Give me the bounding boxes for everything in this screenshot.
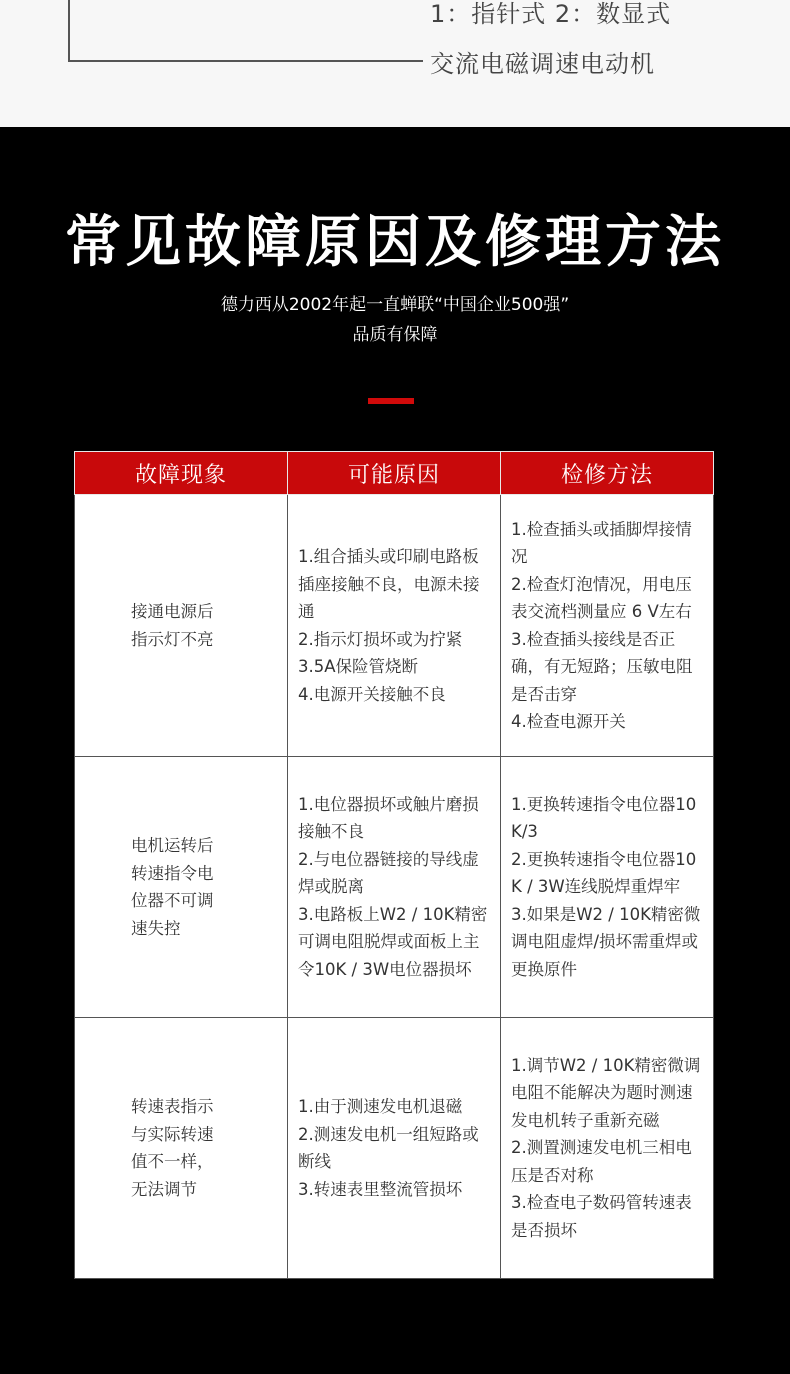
table-row	[75, 757, 714, 1018]
symptom-cell: 转速表指示 与实际转速 值不一样， 无法调节	[75, 1018, 288, 1279]
fault-table	[74, 451, 714, 1279]
section-subtitle-2: 品质有保障	[352, 325, 438, 345]
table-row	[75, 1018, 714, 1279]
header-cause: 可能原因	[288, 452, 501, 495]
red-divider	[368, 398, 414, 404]
cause-cell: 1.组合插头或印刷电路板插座接触不良，电源未接通 2.指示灯损坏或为拧紧 3.5A保险管烧断 4.电源开关接触不良	[288, 495, 501, 757]
method-cell: 1.检查插头或插脚焊接情况 2.检查灯泡情况，用电压表交流档测量应 6 V左右 3.检查插头接线是否正确，有无短路；压敏电阻是否击穿 4.检查电源开关	[501, 495, 714, 757]
table-row	[75, 495, 714, 757]
product-type-text: 1：指针式 2：数显式	[430, 0, 672, 28]
cause-cell: 1.电位器损坏或触片磨损接触不良 2.与电位器链接的导线虚焊或脱离 3.电路板上W2 / 10K精密可调电阻脱焊或面板上主令10K / 3W电位器损坏	[288, 757, 501, 1018]
symptom-cell: 接通电源后 指示灯不亮	[75, 495, 288, 757]
table-header-row	[75, 452, 714, 495]
symptom-cell: 电机运转后 转速指令电 位器不可调 速失控	[75, 757, 288, 1018]
top-banner	[0, 0, 790, 127]
section-title: 常见故障原因及修理方法	[65, 210, 725, 275]
method-cell: 1.更换转速指令电位器10K/3 2.更换转速指令电位器10K / 3W连线脱焊重焊牢 3.如果是W2 / 10K精密微调电阻虚焊/损坏需重焊或更换原件	[501, 757, 714, 1018]
decor-vertical-line	[68, 0, 70, 62]
method-cell: 1.调节W2 / 10K精密微调电阻不能解决为题时测速发电机转子重新充磁 2.测置测速发电机三相电压是否对称 3.检查电子数码管转速表是否损坏	[501, 1018, 714, 1279]
decor-horizontal-line	[68, 60, 423, 62]
header-symptom: 故障现象	[75, 452, 288, 495]
product-name-text: 交流电磁调速电动机	[430, 50, 655, 78]
section-subtitle-1: 德力西从2002年起一直蝉联“中国企业500强”	[220, 295, 570, 315]
header-method: 检修方法	[501, 452, 714, 495]
cause-cell: 1.由于测速发电机退磁 2.测速发电机一组短路或断线 3.转速表里整流管损坏	[288, 1018, 501, 1279]
